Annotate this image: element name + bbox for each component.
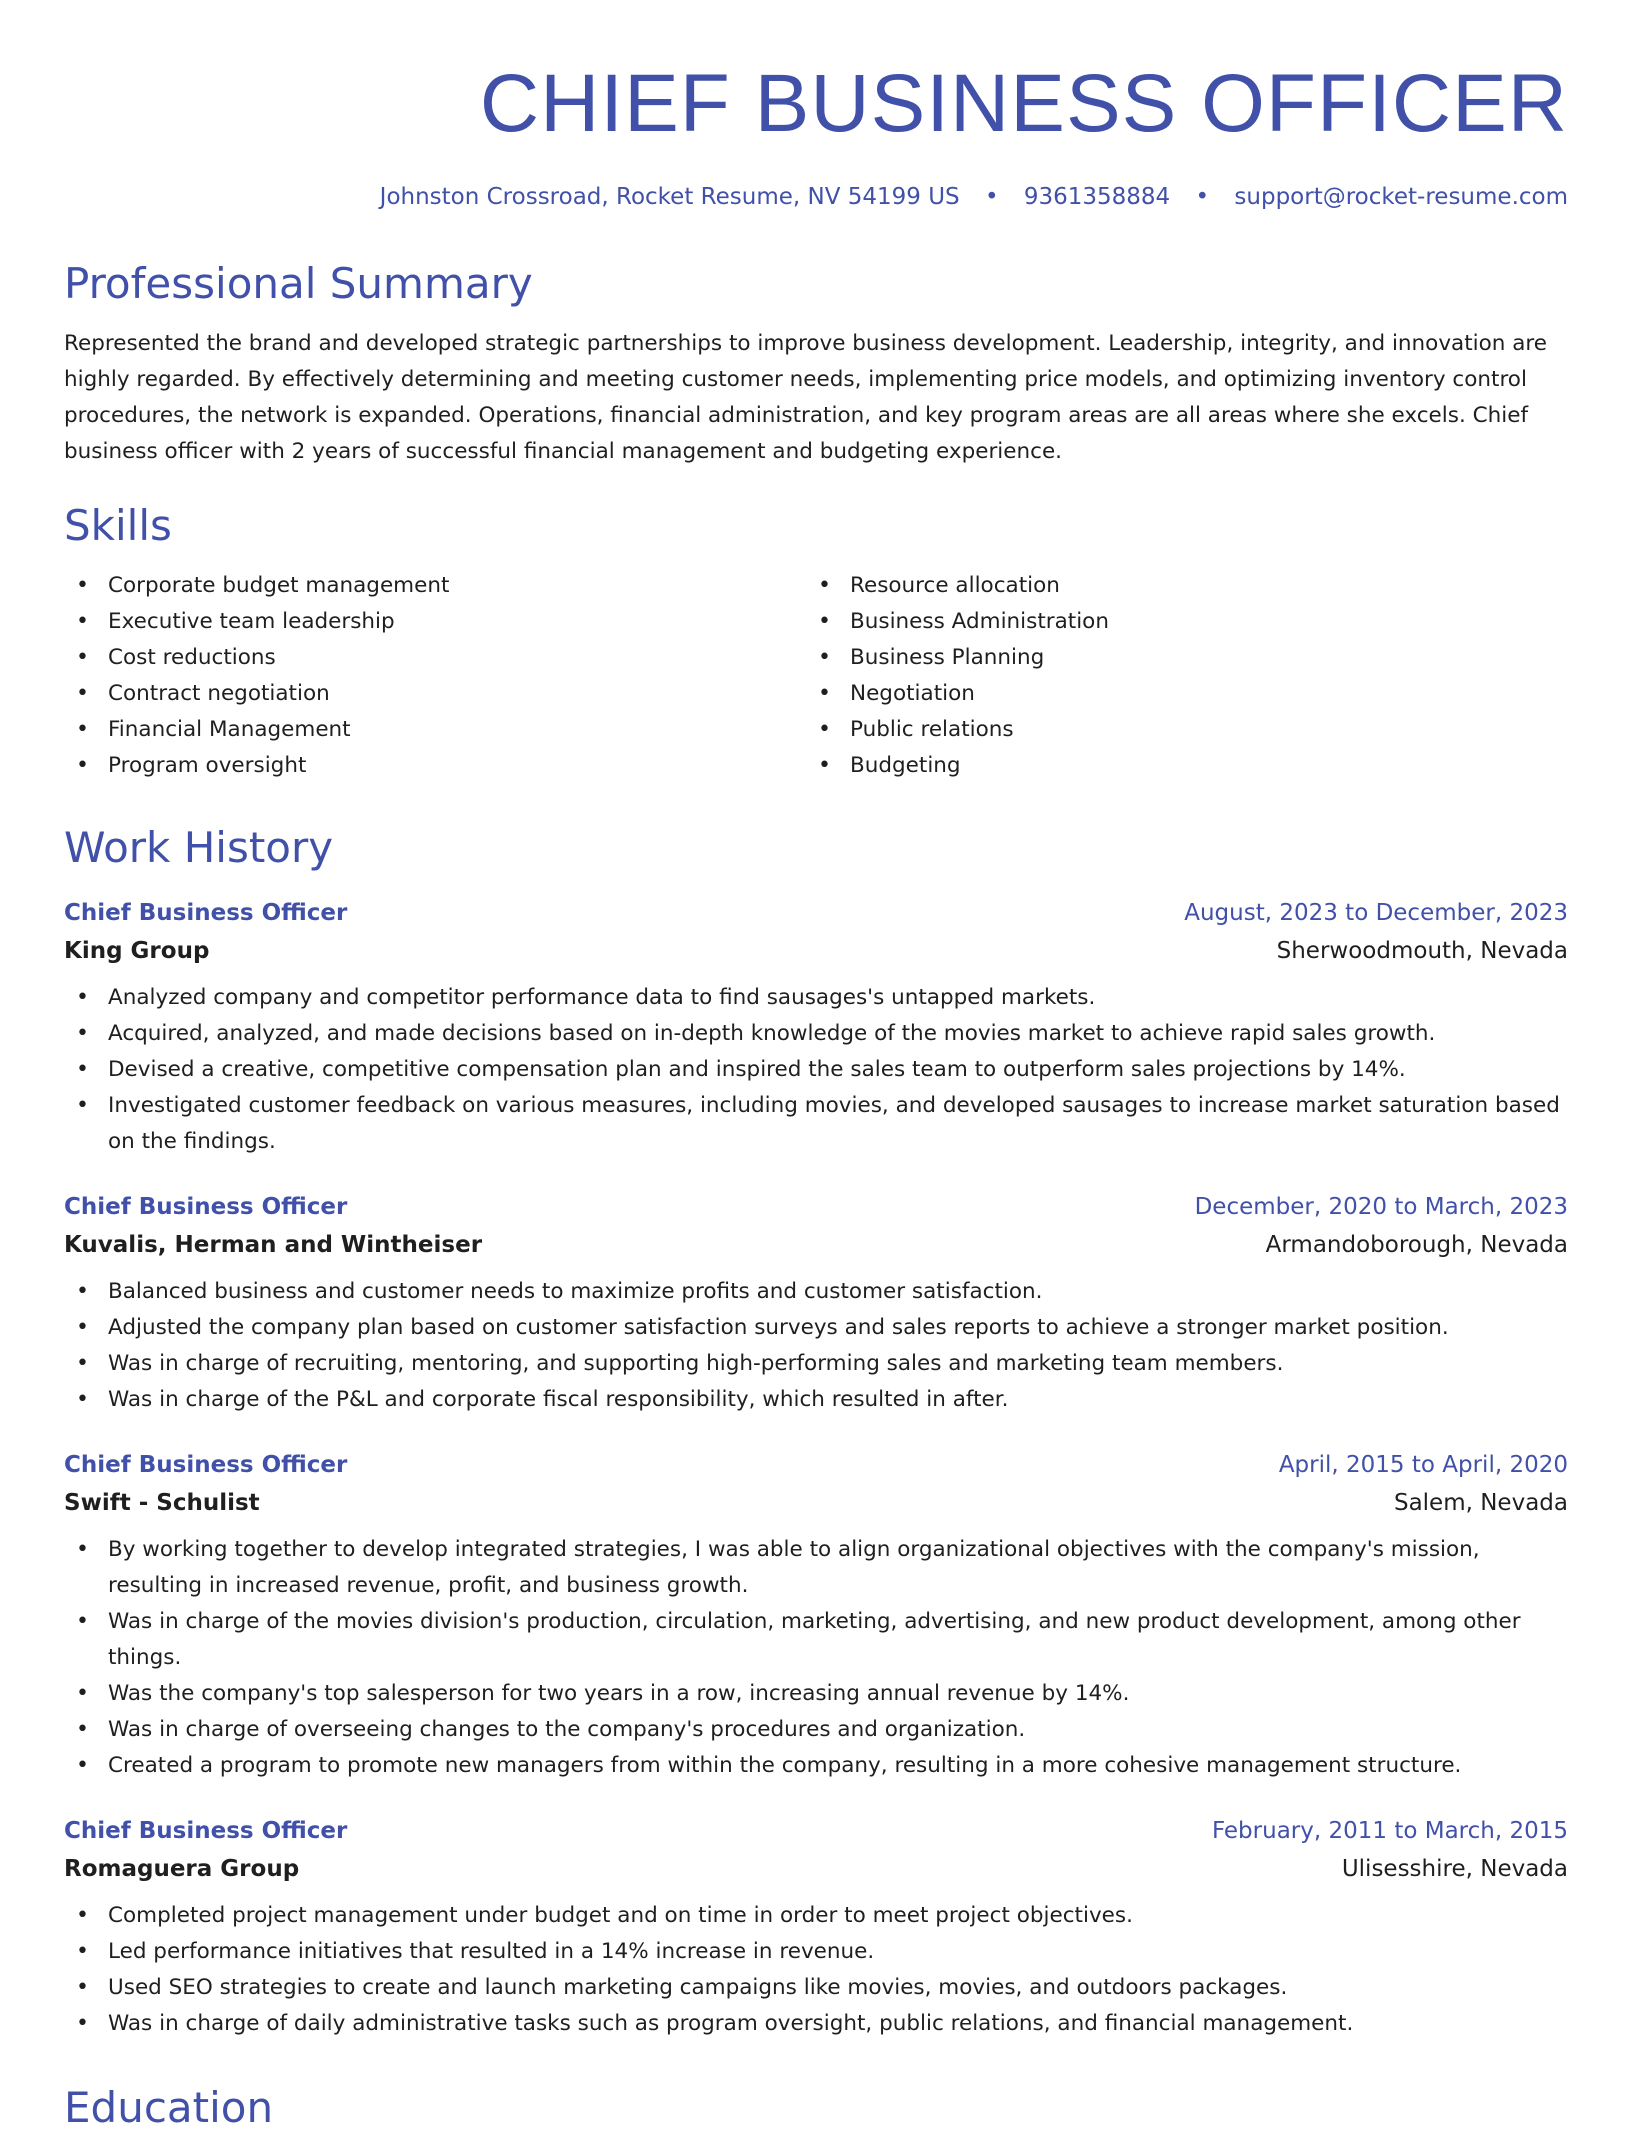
skill-item: • Cost reductions xyxy=(64,640,806,676)
job-bullet: • Adjusted the company plan based on customer satisfaction surveys and sales reports to achieve a stronger market position. xyxy=(64,1310,1568,1346)
contact-phone: 9361358884 xyxy=(1023,184,1171,210)
job-bullet: • Completed project management under budget and on time in order to meet project objectives. xyxy=(64,1898,1568,1934)
contact-line xyxy=(380,184,1568,210)
skill-item: • Resource allocation xyxy=(806,568,1548,604)
job-dates: February, 2011 to March, 2015 xyxy=(1211,1818,1568,1844)
job-title: Chief Business Officer xyxy=(64,1818,348,1844)
job-entry xyxy=(64,894,1568,1160)
job-company: Romaguera Group xyxy=(64,1856,300,1882)
skill-item: • Negotiation xyxy=(806,676,1548,712)
job-bullet: • Investigated customer feedback on various measures, including movies, and developed sausages to increase market saturation based on the findings. xyxy=(64,1088,1568,1160)
job-bullet: • Balanced business and customer needs to maximize profits and customer satisfaction. xyxy=(64,1274,1568,1310)
summary-section xyxy=(64,258,1568,470)
job-bullet: • Was in charge of the movies division's production, circulation, marketing, advertising, and new product development, among other things. xyxy=(64,1604,1568,1676)
job-bullet: • Used SEO strategies to create and launch marketing campaigns like movies, movies, and outdoors packages. xyxy=(64,1970,1568,2006)
summary-text: Represented the brand and developed strategic partnerships to improve business development. Leadership, integrity, and innovation are highly regarded. By effectively determining and meeting customer needs, implementing price models, and optimizing inventory control procedures, the network is expanded. Operations, financial administration, and key program areas are all areas where she excels. Chief business officer with 2 years of successful financial management and budgeting experience. xyxy=(64,331,1548,464)
job-bullets xyxy=(64,1898,1568,2042)
contact-email: support@rocket-resume.com xyxy=(1234,184,1568,210)
job-title: Chief Business Officer xyxy=(64,1452,348,1478)
job-bullet: • Was in charge of the P&L and corporate fiscal responsibility, which resulted in after. xyxy=(64,1382,1568,1418)
job-entry xyxy=(64,1446,1568,1784)
education-section xyxy=(64,2082,1568,2134)
job-dates: December, 2020 to March, 2023 xyxy=(1194,1194,1568,1220)
job-bullet: • Was in charge of daily administrative tasks such as program oversight, public relations, and financial management. xyxy=(64,2006,1568,2042)
job-company: Swift - Schulist xyxy=(64,1490,260,1516)
job-location: Salem, Nevada xyxy=(1393,1490,1568,1516)
job-bullet: • Acquired, analyzed, and made decisions based on in-depth knowledge of the movies market to achieve rapid sales growth. xyxy=(64,1016,1568,1052)
contact-separator: • xyxy=(984,184,999,210)
skill-item: • Budgeting xyxy=(806,748,1548,784)
resume-header xyxy=(380,56,1568,210)
job-bullet: • Analyzed company and competitor performance data to find sausages's untapped markets. xyxy=(64,980,1568,1016)
skill-item: • Public relations xyxy=(806,712,1548,748)
summary-heading: Professional Summary xyxy=(64,259,533,308)
job-bullet: • Was the company's top salesperson for two years in a row, increasing annual revenue by 14%. xyxy=(64,1676,1568,1712)
skills-list xyxy=(64,568,1568,784)
contact-address: Johnston Crossroad, Rocket Resume, NV 54199 US xyxy=(379,184,960,210)
skill-item: • Financial Management xyxy=(64,712,806,748)
skill-item: • Executive team leadership xyxy=(64,604,806,640)
job-entry xyxy=(64,1812,1568,2042)
skill-item: • Corporate budget management xyxy=(64,568,806,604)
job-bullet: • Created a program to promote new managers from within the company, resulting in a more cohesive management structure. xyxy=(64,1748,1568,1784)
skill-item: • Contract negotiation xyxy=(64,676,806,712)
job-bullet: • Was in charge of recruiting, mentoring, and supporting high-performing sales and marketing team members. xyxy=(64,1346,1568,1382)
job-bullets xyxy=(64,1532,1568,1784)
education-heading: Education xyxy=(64,2083,274,2132)
job-company: Kuvalis, Herman and Wintheiser xyxy=(64,1232,483,1258)
job-bullet: • Led performance initiatives that resulted in a 14% increase in revenue. xyxy=(64,1934,1568,1970)
job-location: Sherwoodmouth, Nevada xyxy=(1276,938,1568,964)
job-bullets xyxy=(64,1274,1568,1418)
job-bullet: • By working together to develop integrated strategies, I was able to align organizational objectives with the company's mission, resulting in increased revenue, profit, and business growth. xyxy=(64,1532,1568,1604)
job-entry xyxy=(64,1188,1568,1418)
job-dates: August, 2023 to December, 2023 xyxy=(1184,900,1568,926)
skills-heading: Skills xyxy=(64,501,172,550)
work-history-heading: Work History xyxy=(64,823,334,872)
skill-item: • Business Planning xyxy=(806,640,1548,676)
skills-section xyxy=(64,500,1568,784)
page-title: CHIEF BUSINESS OFFICER xyxy=(479,58,1568,149)
job-bullet: • Was in charge of overseeing changes to the company's procedures and organization. xyxy=(64,1712,1568,1748)
contact-separator: • xyxy=(1195,184,1210,210)
job-dates: April, 2015 to April, 2020 xyxy=(1278,1452,1568,1478)
job-location: Armandoborough, Nevada xyxy=(1265,1232,1568,1258)
job-company: King Group xyxy=(64,938,210,964)
job-title: Chief Business Officer xyxy=(64,900,348,926)
job-location: Ulisesshire, Nevada xyxy=(1341,1856,1568,1882)
job-bullets xyxy=(64,980,1568,1160)
work-history-section xyxy=(64,822,1568,2042)
skill-item: • Business Administration xyxy=(806,604,1548,640)
job-title: Chief Business Officer xyxy=(64,1194,348,1220)
skill-item: • Program oversight xyxy=(64,748,806,784)
job-bullet: • Devised a creative, competitive compensation plan and inspired the sales team to outperform sales projections by 14%. xyxy=(64,1052,1568,1088)
